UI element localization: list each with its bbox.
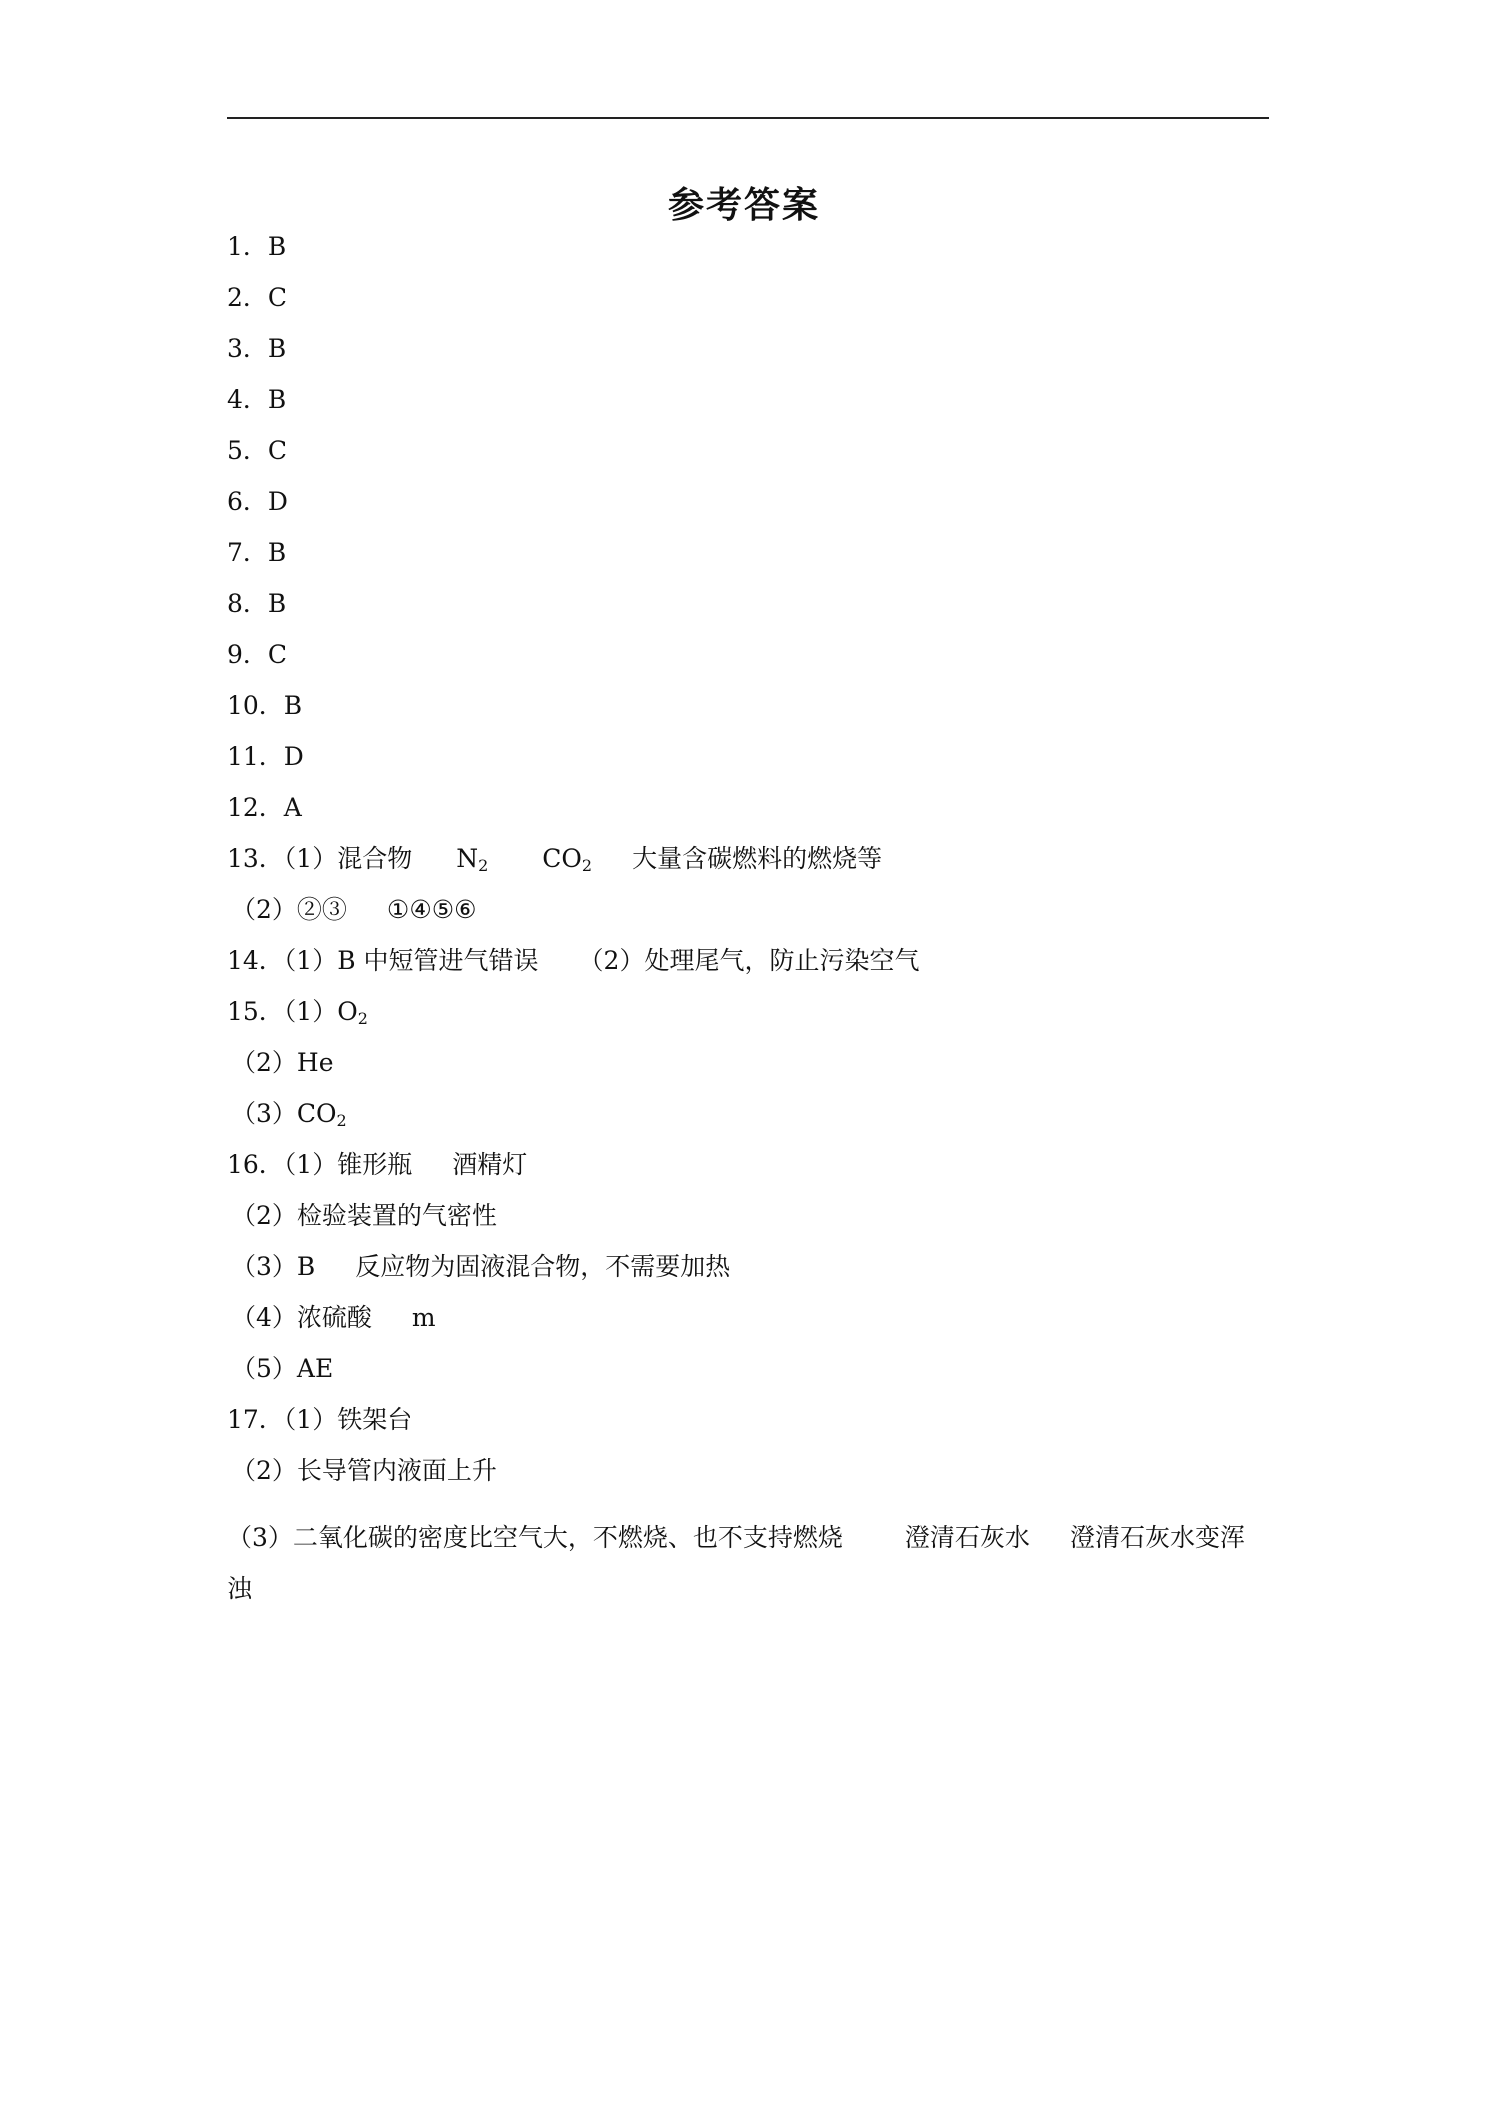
answer-13-p1-tail: 大量含碳燃料的燃烧等 [632, 844, 883, 873]
answer-15-part-1: 15．$(1)O_2$ [227, 997, 368, 1028]
answer-16-part-5: （5）AE [231, 1354, 334, 1383]
answer-13-part-1 [227, 842, 882, 876]
answer-4: 4．B [227, 385, 287, 414]
answer-6: 6．D [227, 487, 288, 516]
answer-16-part-1: 16．（1）锥形瓶 酒精灯 [227, 1150, 528, 1179]
header-rule [227, 117, 1269, 119]
answer-9: 9．C [227, 640, 288, 669]
answer-15-part-2: （2）He [231, 1048, 334, 1077]
answer-10: 10．B [227, 691, 303, 720]
answer-8: 8．B [227, 589, 287, 618]
answer-17-part-3: （3）二氧化碳的密度比空气大，不燃烧、也不支持燃烧 澄清石灰水 澄清石灰水变浑浊 [227, 1523, 1245, 1603]
answer-13-p1-text: 13．（1）混合物 [227, 844, 413, 873]
answer-17-part-2: （2）长导管内液面上升 [231, 1456, 497, 1485]
answer-1: 1．B [227, 232, 287, 261]
answer-15-part-3: $(3)CO_2$ [231, 1099, 347, 1130]
answer-3: 3．B [227, 334, 287, 363]
answer-12: 12．A [227, 793, 302, 822]
answer-11: 11．D [227, 742, 304, 771]
answer-13-part-2: （2）②③ ①④⑤⑥ [231, 895, 477, 924]
answer-16-part-4: （4）浓硫酸 m [231, 1303, 436, 1332]
formula-n2: $N_2$ [456, 844, 489, 875]
answer-16-part-3: （3）B 反应物为固液混合物，不需要加热 [231, 1252, 731, 1281]
answer-2: 2．C [227, 283, 288, 312]
answer-7: 7．B [227, 538, 287, 567]
page-title: 参考答案 [667, 185, 820, 226]
answer-5: 5．C [227, 436, 288, 465]
answer-14: 14．（1）B 中短管进气错误 （2）处理尾气，防止污染空气 [227, 946, 920, 975]
answer-17-part-1: 17．（1）铁架台 [227, 1405, 413, 1434]
answer-16-part-2: （2）检验装置的气密性 [231, 1201, 497, 1230]
formula-co2: $CO_2$ [542, 844, 593, 875]
